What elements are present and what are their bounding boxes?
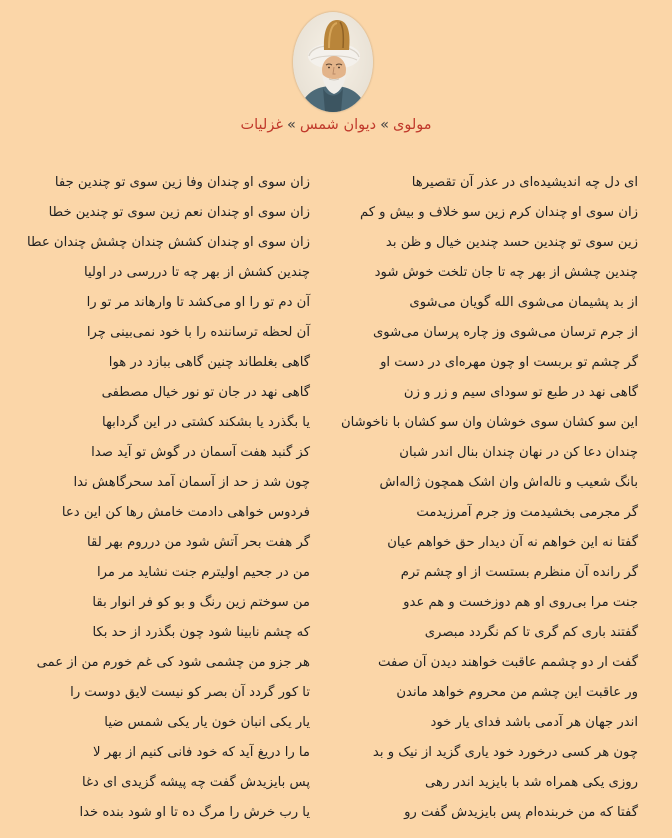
hemistich-first: اندر جهان هر آدمی باشد فدای یار خود (430, 715, 638, 730)
hemistich-second: که چشم نابینا شود چون بگذرد از حد بکا (92, 625, 310, 640)
breadcrumb (0, 115, 672, 135)
couplet (0, 562, 672, 592)
hemistich-second: یا بگذرد یا بشکند کشتی در این گردابها (102, 415, 310, 430)
hemistich-second: یار یکی انبان خون یار یکی شمس ضیا (104, 715, 310, 730)
breadcrumb-link-molavi[interactable]: مولوی (392, 117, 432, 133)
hemistich-first: گر چشم تو بربست او چون مهره‌ای در دست او (380, 355, 638, 370)
couplet (0, 412, 672, 442)
hemistich-second: آن دم تو را او می‌کشد تا وارهاند مر تو را (86, 295, 310, 310)
hemistich-first: گفتا که من خربنده‌ام پس بایزیدش گفت رو (404, 805, 638, 820)
hemistich-second: کز گنبد هفت آسمان در گوش تو آید صدا (91, 445, 310, 460)
hemistich-first: چندین چشش از بهر چه تا جان تلخت خوش شود (374, 265, 638, 280)
hemistich-first: از بد پشیمان می‌شوی الله گویان می‌شوی (409, 295, 638, 310)
couplet (0, 682, 672, 712)
couplet (0, 292, 672, 322)
hemistich-first: زین سوی تو چندین حسد چندین خیال و ظن بد (385, 235, 638, 250)
hemistich-first: این سو کشان سوی خوشان وان سو کشان با ناخوشان (340, 415, 638, 430)
couplet (0, 592, 672, 622)
hemistich-second: پس بایزیدش گفت چه پیشه گزیدی ای دغا (82, 775, 310, 790)
couplet (0, 202, 672, 232)
hemistich-second: زان سوی او چندان کشش چندان چشش چندان عطا (27, 235, 310, 250)
poem-body (0, 172, 672, 832)
hemistich-second: زان سوی او چندان نعم زین سوی تو چندین خطا (48, 205, 310, 220)
hemistich-first: ای دل چه اندیشیده‌ای در عذر آن تقصیرها (411, 175, 638, 190)
hemistich-second: یا رب خرش را مرگ ده تا او شود بنده خدا (79, 805, 310, 820)
hemistich-second: من در جحیم اولیترم جنت نشاید مر مرا (96, 565, 310, 580)
breadcrumb-separator: » (286, 117, 296, 133)
hemistich-first: گفت ار دو چشمم عاقبت خواهند دیدن آن صفت (378, 655, 638, 670)
couplet (0, 352, 672, 382)
hemistich-first: زان سوی او چندان کرم زین سو خلاف و بیش و کم (359, 205, 638, 220)
couplet (0, 172, 672, 202)
hemistich-first: بانگ شعیب و ناله‌اش وان اشک همچون ژاله‌اش (379, 475, 638, 490)
couplet (0, 742, 672, 772)
hemistich-first: گر رانده آن منظرم بستست از او چشم ترم (400, 565, 638, 580)
hemistich-second: من سوختم زین رنگ و بو کو فر انوار بقا (92, 595, 310, 610)
couplet (0, 442, 672, 472)
breadcrumb-link-ghazaliat[interactable]: غزلیات (240, 117, 283, 133)
hemistich-second: آن لحظه ترساننده را با خود نمی‌بینی چرا (86, 325, 310, 340)
couplet (0, 322, 672, 352)
hemistich-second: چندین کشش از بهر چه تا دررسی در اولیا (83, 265, 310, 280)
couplet (0, 622, 672, 652)
hemistich-second: گر هفت بحر آتش شود من درروم بهر لقا (87, 535, 310, 550)
couplet (0, 652, 672, 682)
couplet (0, 502, 672, 532)
hemistich-second: تا کور گردد آن بصر کو نیست لایق دوست را (70, 685, 310, 700)
hemistich-first: ور عاقبت این چشم من محروم خواهد ماندن (396, 685, 638, 700)
hemistich-first: گاهی نهد در طبع تو سودای سیم و زر و زن (403, 385, 638, 400)
hemistich-first: گفتند باری کم گری تا کم نگردد مبصری (424, 625, 638, 640)
hemistich-first: گر مجرمی بخشیدمت وز جرم آمرزیدمت (416, 505, 638, 520)
breadcrumb-link-divan-shams[interactable]: دیوان شمس (299, 117, 377, 133)
rumi-portrait-icon (293, 12, 373, 112)
hemistich-second: فردوس خواهی دادمت خامش رها کن این دعا (61, 505, 310, 520)
hemistich-second: زان سوی او چندان وفا زین سوی تو چندین جفا (54, 175, 310, 190)
hemistich-first: روزی یکی همراه شد با بایزید اندر رهی (425, 775, 638, 790)
couplet (0, 232, 672, 262)
couplet (0, 262, 672, 292)
hemistich-second: گاهی بغلطاند چنین گاهی ببازد در هوا (108, 355, 310, 370)
couplet (0, 802, 672, 832)
breadcrumb-separator: » (380, 117, 389, 133)
hemistich-first: گفتا نه این خواهم نه آن دیدار حق خواهم عیان (387, 535, 638, 550)
couplet (0, 382, 672, 412)
portrait-container (293, 12, 373, 112)
hemistich-second: ما را دریغ آید که خود فانی کنیم از بهر لا (93, 745, 310, 760)
hemistich-second: چون شد ز حد از آسمان آمد سحرگاهش ندا (73, 475, 310, 490)
couplet (0, 472, 672, 502)
hemistich-second: گاهی نهد در جان تو نور خیال مصطفی (101, 385, 310, 400)
couplet (0, 772, 672, 802)
hemistich-first: جنت مرا بی‌روی او هم دوزخست و هم عدو (403, 595, 638, 610)
couplet (0, 532, 672, 562)
hemistich-first: از جرم ترسان می‌شوی وز چاره پرسان می‌شوی (372, 325, 638, 340)
hemistich-second: هر جزو من چشمی شود کی غم خورم من از عمی (36, 655, 310, 670)
couplet (0, 712, 672, 742)
hemistich-first: چون هر کسی درخورد خود یاری گزید از نیک و بد (372, 745, 638, 760)
hemistich-first: چندان دعا کن در نهان چندان بنال اندر شبان (399, 445, 638, 460)
